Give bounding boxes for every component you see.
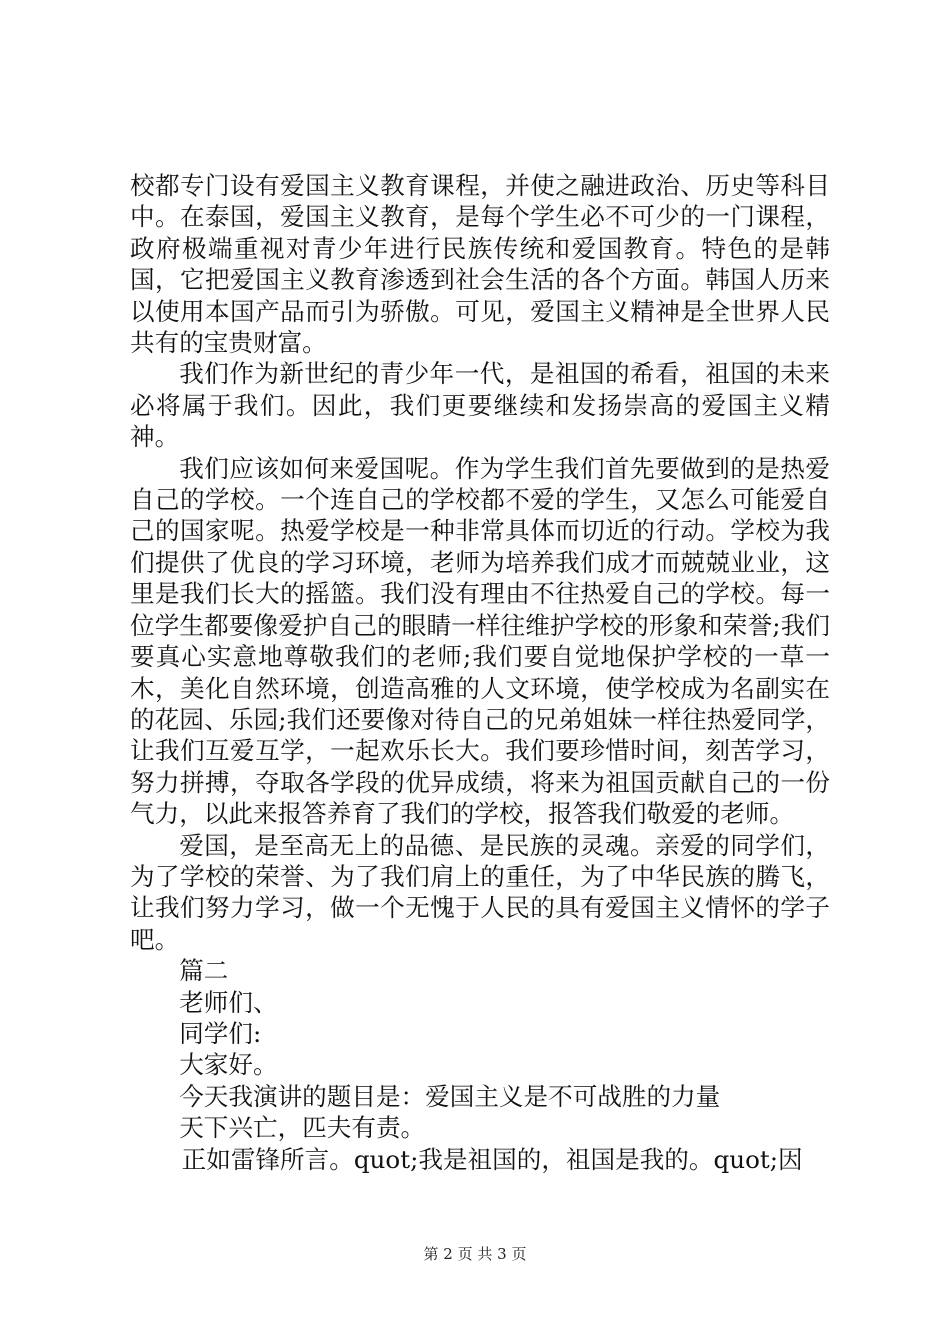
document-body [130,170,830,1175]
greeting-everyone: 大家好。 [179,1050,278,1080]
section-heading: 篇二 [179,956,229,986]
greeting-teachers: 老师们、 [179,987,278,1017]
page-number-footer: 第 2 页 共 3 页 [423,1245,527,1263]
greeting-students: 同学们: [179,1018,262,1048]
speech-topic: 今天我演讲的题目是：爱国主义是不可战胜的力量 [179,1081,721,1111]
proverb-line: 天下兴亡，匹夫有责。 [179,1113,426,1143]
paragraph-conclusion: 爱国，是至高无上的品德、是民族的灵魂。亲爱的同学们，为了学校的荣誉、为了我们肩上的重任，为了中华民族的腾飞，让我们努力学习，做一个无愧于人民的具有爱国主义情怀的学子吧。 [130,830,830,954]
paragraph-youth: 我们作为新世纪的青少年一代，是祖国的希看，祖国的未来必将属于我们。因此，我们更要继续和发扬崇高的爱国主义精神。 [130,359,830,452]
paragraph-intro: 校都专门设有爱国主义教育课程，并使之融进政治、历史等科目中。在泰国，爱国主义教育，是每个学生必不可少的一门课程，政府极端重视对青少年进行民族传统和爱国教育。特色的是韩国，它把爱国主义教育渗透到社会生活的各个方面。韩国人历来以使用本国产品而引为骄傲。可见，爱国主义精神是全世界人民共有的宝贵财富。 [130,171,830,358]
quote-line: 正如雷锋所言。quot;我是祖国的，祖国是我的。quot;因 [181,1144,803,1174]
paragraph-love-school: 我们应该如何来爱国呢。作为学生我们首先要做到的是热爱自己的学校。一个连自己的学校都不爱的学生，又怎么可能爱自己的国家呢。热爱学校是一种非常具体而切近的行动。学校为我们提供了优良的学习环境，老师为培养我们成才而兢兢业业，这里是我们长大的摇篮。我们没有理由不往热爱自己的学校。每一位学生都要像爱护自己的眼睛一样往维护学校的形象和荣誉;我们要真心实意地尊敬我们的老师;我们要自觉地保护学校的一草一木，美化自然环境，创造高雅的人文环境，使学校成为名副实在的花园、乐园;我们还要像对待自己的兄弟姐妹一样往热爱同学，让我们互爱互学，一起欢乐长大。我们要珍惜时间，刻苦学习，努力拼搏，夺取各学段的优异成绩，将来为祖国贡献自己的一份气力，以此来报答养育了我们的学校，报答我们敬爱的老师。 [130,453,830,829]
